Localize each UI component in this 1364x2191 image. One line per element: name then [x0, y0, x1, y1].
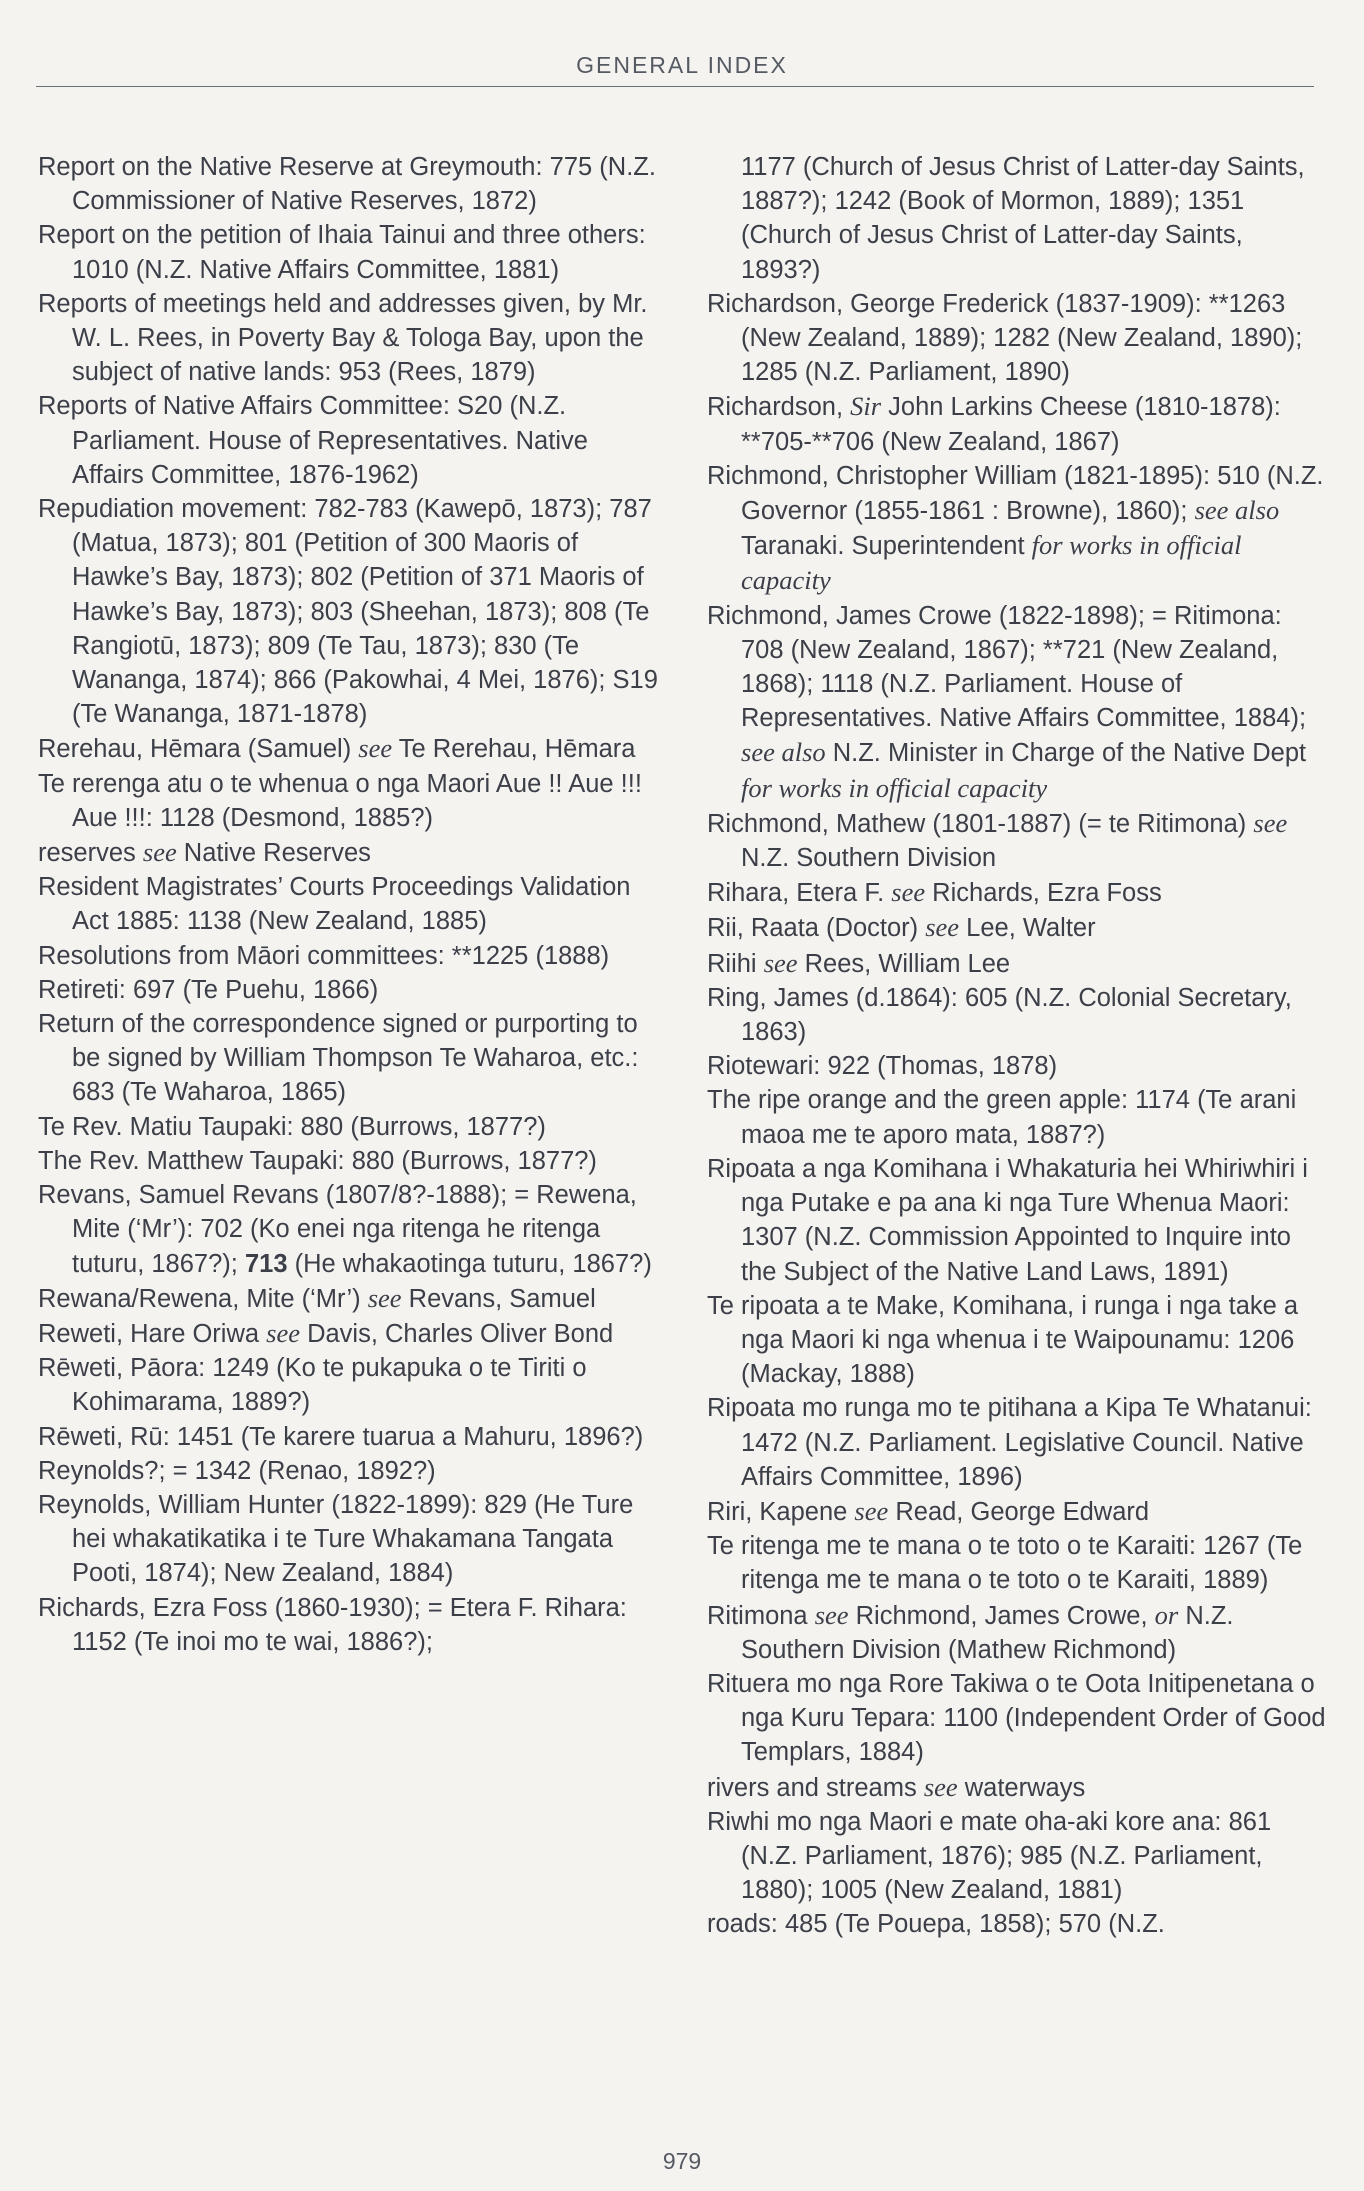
entry-text: Rii, Raata (Doctor) — [707, 914, 926, 943]
entry-text: Revans, Samuel Revans (1807/8?-1888); = Rewena, Mite (‘Mr’): 702 (Ko enei nga ritenga he ritenga tuturu, 1867?); — [38, 1181, 637, 1278]
index-entry — [707, 1049, 1327, 1083]
entry-text: Report on the petition of Ihaia Tainui and three others: 1010 (N.Z. Native Affairs Committee, 1881) — [38, 221, 646, 284]
entry-text: Rewana/Rewena, Mite (‘Mr’) — [38, 1284, 368, 1313]
index-entry — [707, 459, 1327, 599]
index-entry — [38, 1144, 658, 1178]
cross-reference-term: see — [925, 912, 960, 943]
running-head: GENERAL INDEX — [576, 52, 788, 78]
entry-text: N.Z. Southern Division — [741, 844, 997, 873]
entry-text: Riwhi mo nga Maori e mate oha-aki kore ana: 861 (N.Z. Parliament, 1876); 985 (N.Z. Parliament, 1880); 1005 (New Zealand, 1881) — [707, 1807, 1272, 1905]
entry-text: Native Reserves — [176, 839, 371, 868]
index-entry — [707, 1598, 1327, 1667]
index-entry — [707, 806, 1327, 875]
index-entry — [38, 1591, 658, 1659]
index-entry — [707, 1805, 1327, 1908]
index-entry — [38, 1316, 658, 1351]
entry-text: Ring, James (d.1864): 605 (N.Z. Colonial Secretary, 1863) — [707, 983, 1292, 1047]
entry-text: Ripoata mo runga mo te pitihana a Kipa Te Whatanui: 1472 (N.Z. Parliament. Legislative Council. Native Affairs Committee, 1896) — [707, 1394, 1312, 1491]
entry-text: Rerehau, Hēmara (Samuel) — [38, 735, 359, 764]
index-entry — [38, 492, 658, 731]
page-number: 979 — [662, 2148, 702, 2174]
entry-text: N.Z. Minister in Charge of the Native Dept — [825, 739, 1307, 768]
index-entry — [707, 1494, 1327, 1529]
entry-text: Resident Magistrates’ Courts Proceedings Validation Act 1885: 1138 (New Zealand, 1885) — [38, 873, 631, 936]
entry-text: Te ripoata a te Make, Komihana, i runga i nga take a nga Maori ki nga whenua i te Waipounamu: 1206 (Mackay, 1888) — [707, 1291, 1299, 1389]
index-entry — [707, 1152, 1327, 1289]
entry-text: Richmond, Mathew (1801-1887) (= te Ritimona) — [707, 809, 1254, 838]
index-column-right — [707, 150, 1327, 1942]
cross-reference-term: Sir — [850, 391, 882, 422]
entry-text: Rēweti, Rū: 1451 (Te karere tuarua a Mahuru, 1896?) — [38, 1422, 644, 1451]
index-entry — [707, 1289, 1327, 1392]
index-entry — [707, 1770, 1327, 1805]
entry-text: Richardson, — [707, 393, 851, 422]
index-entry — [38, 835, 658, 870]
index-entry — [38, 767, 658, 835]
cross-reference-term: see — [142, 837, 177, 868]
entry-text: Richmond, James Crowe (1822-1898); = Ritimona: 708 (New Zealand, 1867); **721 (New Zealand, 1868); 1118 (N.Z. Parliament. House of Representatives. Native Affairs Committee, 1884); — [707, 601, 1307, 733]
entry-text: Riri, Kapene — [707, 1497, 855, 1526]
index-entry — [707, 946, 1327, 981]
index-entry — [707, 1083, 1327, 1151]
index-entry — [707, 1667, 1327, 1770]
cross-reference-term: or — [1154, 1599, 1179, 1630]
entry-text: Te ritenga me te mana o te toto o te Karaiti: 1267 (Te ritenga me te mana o te toto o te Karaiti, 1889) — [707, 1532, 1303, 1595]
entry-text: Repudiation movement: 782-783 (Kawepō, 1873); 787 (Matua, 1873); 801 (Petition of 300 Maoris of Hawke’s Bay, 1873); 802 (Petition of 371 Maoris of Hawke’s Bay, 1873); 803 (Sheehan, 1873); 808 (Te Rangiotū, 1873); 809 (Te Tau, 1873); 830 (Te Wananga, 1874); 866 (Pakowhai, 4 Mei, 1876); S19 (Te Wananga, 1871-1878) — [38, 495, 658, 729]
index-entry — [707, 1529, 1327, 1597]
cross-reference-term: see also — [1194, 495, 1280, 526]
entry-text: Reynolds, William Hunter (1822-1899): 829 (He Ture hei whakatikatika i te Ture Whakamana Tangata Pooti, 1874); New Zealand, 1884) — [38, 1490, 634, 1588]
index-column-left — [38, 150, 658, 1659]
entry-text: Richardson, George Frederick (1837-1909): **1263 (New Zealand, 1889); 1282 (New Zealand, 1890); 1285 (N.Z. Parliament, 1890) — [707, 289, 1303, 387]
entry-text: Richmond, James Crowe, — [848, 1601, 1155, 1630]
entry-text: Reynolds?; = 1342 (Renao, 1892?) — [38, 1456, 436, 1485]
entry-text: Te Rev. Matiu Taupaki: 880 (Burrows, 1877?) — [38, 1112, 546, 1141]
index-entry — [38, 1281, 658, 1316]
index-entry — [707, 1391, 1327, 1494]
entry-text: N.Z. Southern Division (Mathew Richmond) — [741, 1601, 1234, 1664]
entry-text: Richards, Ezra Foss — [925, 879, 1162, 908]
entry-text: (He whakaotinga tuturu, 1867?) — [287, 1249, 652, 1278]
entry-text: Ripoata a nga Komihana i Whakaturia hei Whiriwhiri i nga Putake e pa ana ki nga Ture Whenua Maori: 1307 (N.Z. Commission Appointed to Inquire into the Subject of the Native Land Laws, 1891) — [707, 1154, 1308, 1286]
cross-reference-term: see also — [741, 737, 826, 768]
index-entry — [38, 1178, 658, 1281]
entry-text: waterways — [957, 1773, 1086, 1802]
entry-text: Richmond, Christopher William (1821-1895): 510 (N.Z. Governor (1855-1861 : Browne), 1860); — [707, 461, 1324, 526]
entry-text: The Rev. Matthew Taupaki: 880 (Burrows, 1877?) — [38, 1146, 597, 1175]
index-entry — [38, 1420, 658, 1454]
cross-reference-term: see — [854, 1495, 889, 1526]
index-entry — [38, 1454, 658, 1488]
entry-text: Riotewari: 922 (Thomas, 1878) — [707, 1052, 1058, 1081]
index-entry — [707, 599, 1327, 806]
entry-text: Read, George Edward — [888, 1497, 1150, 1526]
entry-text: 1177 (Church of Jesus Christ of Latter-day Saints, 1887?); 1242 (Book of Mormon, 1889); 1351 (Church of Jesus Christ of Latter-day Saints, 1893?) — [741, 153, 1305, 284]
cross-reference-term: see — [358, 733, 393, 764]
entry-text: The ripe orange and the green apple: 1174 (Te arani maoa me te aporo mata, 1887?) — [707, 1086, 1297, 1149]
index-entry — [38, 389, 658, 492]
index-entry — [38, 218, 658, 286]
index-entry — [38, 973, 658, 1007]
index-entry — [38, 1351, 658, 1419]
index-entry — [38, 150, 658, 218]
cross-reference-term: see — [763, 947, 798, 978]
index-entry — [707, 910, 1327, 945]
cross-reference-term: see — [1253, 807, 1288, 838]
header-rule — [36, 86, 1314, 87]
entry-text: Ritimona — [707, 1601, 815, 1630]
cross-reference-term: see — [891, 877, 926, 908]
entry-text: Reports of Native Affairs Committee: S20 (N.Z. Parliament. House of Representatives. Native Affairs Committee, 1876-1962) — [38, 392, 588, 489]
entry-text: Rituera mo nga Rore Takiwa o te Oota Initipenetana o nga Kuru Tepara: 1100 (Independent Order of Good Templars, 1884) — [707, 1669, 1326, 1767]
cross-reference-term: see — [923, 1771, 958, 1802]
entry-text: Lee, Walter — [959, 914, 1096, 943]
entry-text: Te Rerehau, Hēmara — [392, 735, 636, 764]
cross-reference-term: see — [814, 1599, 849, 1630]
bold-reference: 713 — [244, 1249, 288, 1278]
entry-text: Reweti, Hare Oriwa — [38, 1319, 267, 1348]
entry-text: Riihi — [707, 949, 764, 978]
index-entry — [707, 1907, 1327, 1941]
index-entry — [38, 870, 658, 938]
entry-text: Report on the Native Reserve at Greymouth: 775 (N.Z. Commissioner of Native Reserves, 1872) — [38, 153, 656, 216]
index-entry — [38, 939, 658, 973]
index-entry — [707, 389, 1327, 458]
entry-text: Revans, Samuel — [401, 1284, 596, 1313]
index-entry — [38, 1488, 658, 1591]
entry-text: Rēweti, Pāora: 1249 (Ko te pukapuka o te Tiriti o Kohimarama, 1889?) — [38, 1354, 587, 1417]
cross-reference-term: see — [266, 1317, 300, 1348]
entry-text: Rihara, Etera F. — [707, 879, 892, 908]
index-entry — [707, 287, 1327, 390]
cross-reference-term: see — [367, 1282, 402, 1313]
entry-text: Te rerenga atu o te whenua o nga Maori Aue !! Aue !!! Aue !!!: 1128 (Desmond, 1885?) — [38, 769, 642, 832]
index-entry — [38, 287, 658, 390]
entry-text: reserves — [38, 839, 143, 868]
entry-text: Retireti: 697 (Te Puehu, 1866) — [38, 975, 379, 1004]
index-entry — [38, 1110, 658, 1144]
entry-text: roads: 485 (Te Pouepa, 1858); 570 (N.Z. — [707, 1910, 1165, 1939]
entry-text: Return of the correspondence signed or purporting to be signed by William Thompson Te Waharoa, etc.: 683 (Te Waharoa, 1865) — [38, 1010, 639, 1107]
cross-reference-term: for works in official capacity — [741, 530, 1242, 596]
entry-text: Davis, Charles Oliver Bond — [300, 1319, 614, 1348]
index-entry — [707, 981, 1327, 1049]
cross-reference-term: for works in official capacity — [741, 772, 1048, 803]
index-entry — [38, 731, 658, 766]
index-entry — [38, 1007, 658, 1110]
index-entry — [707, 875, 1327, 910]
entry-text: rivers and streams — [707, 1773, 924, 1802]
entry-text: Reports of meetings held and addresses given, by Mr. W. L. Rees, in Poverty Bay & Tologa Bay, upon the subject of native lands: 953 (Rees, 1879) — [38, 289, 648, 387]
index-entry — [707, 150, 1327, 287]
entry-text: John Larkins Cheese (1810-1878): **705-**706 (New Zealand, 1867) — [741, 393, 1281, 456]
entry-text: Richards, Ezra Foss (1860-1930); = Etera F. Rihara: 1152 (Te inoi mo te wai, 1886?); — [38, 1593, 627, 1656]
entry-text: Resolutions from Māori committees: **1225 (1888) — [38, 941, 610, 970]
entry-text: Rees, William Lee — [797, 949, 1011, 978]
entry-text: Taranaki. Superintendent — [741, 532, 1032, 561]
